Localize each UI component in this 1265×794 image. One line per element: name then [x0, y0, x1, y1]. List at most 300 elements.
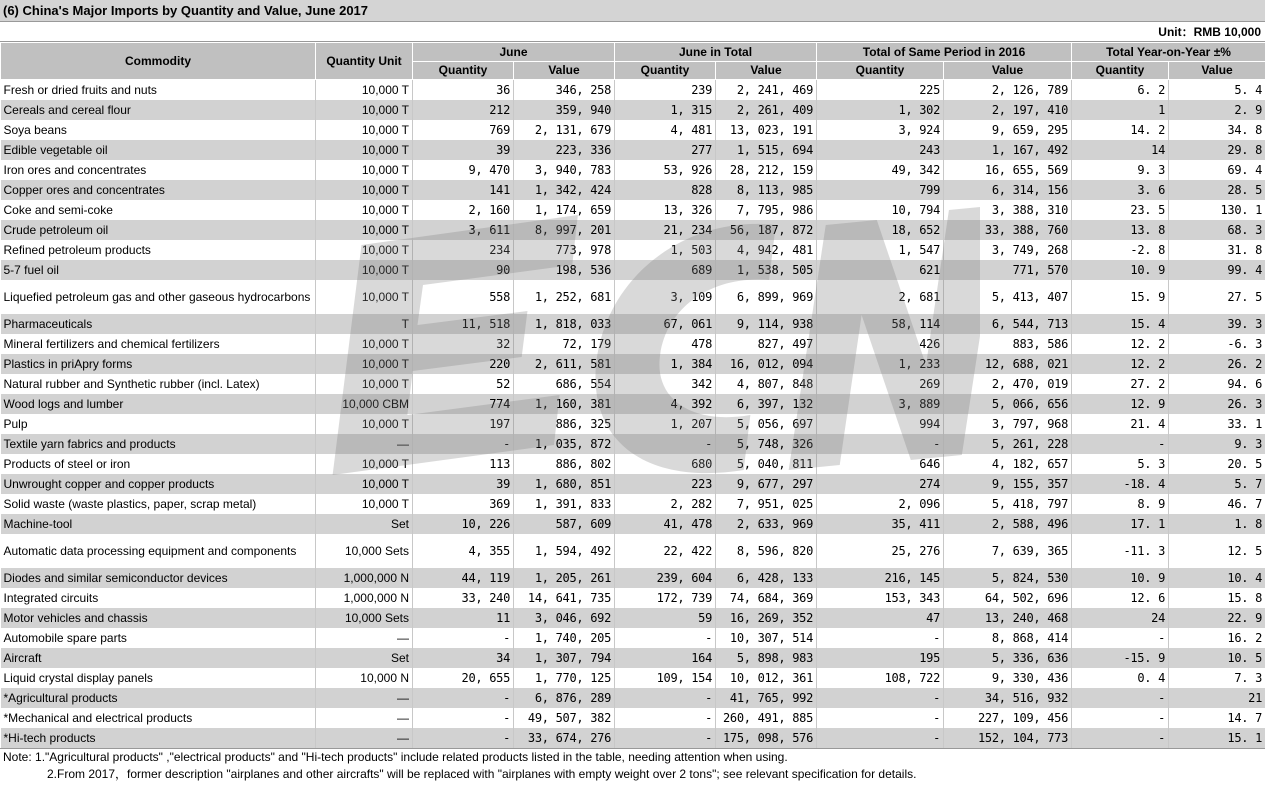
commodity-cell: Crude petroleum oil: [1, 220, 316, 240]
commodity-cell: Cereals and cereal flour: [1, 100, 316, 120]
same-period-2016-value-cell: 8, 868, 414: [944, 628, 1072, 648]
june-value-cell: 14, 641, 735: [514, 588, 615, 608]
same-period-2016-value-cell: 4, 182, 657: [944, 454, 1072, 474]
june-total-quantity-cell: 13, 326: [615, 200, 716, 220]
same-period-2016-value-cell: 771, 570: [944, 260, 1072, 280]
yoy-value-cell: -6. 3: [1169, 334, 1265, 354]
june-value-cell: 8, 997, 201: [514, 220, 615, 240]
june-total-quantity-cell: 3, 109: [615, 280, 716, 314]
june-value-cell: 1, 205, 261: [514, 568, 615, 588]
table-row: [1, 708, 1265, 728]
quantity-unit-cell: 10,000 T: [316, 180, 413, 200]
june-value-cell: 1, 391, 833: [514, 494, 615, 514]
table-row: [1, 588, 1265, 608]
june-value-cell: 1, 818, 033: [514, 314, 615, 334]
table-row: [1, 608, 1265, 628]
yoy-quantity-cell: -: [1072, 628, 1169, 648]
commodity-cell: Refined petroleum products: [1, 240, 316, 260]
same-period-2016-quantity-cell: 225: [817, 80, 944, 101]
june-total-value-cell: 827, 497: [716, 334, 817, 354]
june-total-value-cell: 1, 538, 505: [716, 260, 817, 280]
table-row: [1, 374, 1265, 394]
same-period-2016-value-cell: 5, 336, 636: [944, 648, 1072, 668]
june-total-quantity-cell: 239: [615, 80, 716, 101]
june-total-quantity-cell: 67, 061: [615, 314, 716, 334]
june-total-value-cell: 9, 677, 297: [716, 474, 817, 494]
june-quantity-cell: -: [413, 628, 514, 648]
yoy-quantity-cell: 10. 9: [1072, 568, 1169, 588]
commodity-cell: Solid waste (waste plastics, paper, scrap metal): [1, 494, 316, 514]
june-quantity-cell: -: [413, 434, 514, 454]
table-row: [1, 260, 1265, 280]
yoy-quantity-cell: -2. 8: [1072, 240, 1169, 260]
imports-table: [0, 42, 1265, 748]
same-period-2016-quantity-cell: -: [817, 728, 944, 748]
june-value-cell: 587, 609: [514, 514, 615, 534]
table-row: [1, 728, 1265, 748]
june-value-cell: 1, 307, 794: [514, 648, 615, 668]
commodity-cell: Integrated circuits: [1, 588, 316, 608]
yoy-quantity-cell: 15. 9: [1072, 280, 1169, 314]
header-sub: Value: [944, 62, 1072, 80]
yoy-value-cell: 34. 8: [1169, 120, 1265, 140]
quantity-unit-cell: 10,000 T: [316, 120, 413, 140]
june-quantity-cell: 141: [413, 180, 514, 200]
yoy-value-cell: 1. 8: [1169, 514, 1265, 534]
same-period-2016-quantity-cell: 25, 276: [817, 534, 944, 568]
quantity-unit-cell: —: [316, 708, 413, 728]
yoy-quantity-cell: 10. 9: [1072, 260, 1169, 280]
commodity-cell: 5-7 fuel oil: [1, 260, 316, 280]
header-sub: Quantity: [817, 62, 944, 80]
commodity-cell: Plastics in priApry forms: [1, 354, 316, 374]
same-period-2016-quantity-cell: 49, 342: [817, 160, 944, 180]
yoy-quantity-cell: 15. 4: [1072, 314, 1169, 334]
quantity-unit-cell: 10,000 CBM: [316, 394, 413, 414]
same-period-2016-quantity-cell: 1, 233: [817, 354, 944, 374]
commodity-cell: Diodes and similar semiconductor devices: [1, 568, 316, 588]
header-group-june-total: June in Total: [615, 43, 817, 62]
june-value-cell: 346, 258: [514, 80, 615, 101]
june-total-quantity-cell: -: [615, 688, 716, 708]
yoy-quantity-cell: 0. 4: [1072, 668, 1169, 688]
same-period-2016-value-cell: 6, 314, 156: [944, 180, 1072, 200]
same-period-2016-value-cell: 64, 502, 696: [944, 588, 1072, 608]
yoy-quantity-cell: -18. 4: [1072, 474, 1169, 494]
june-quantity-cell: -: [413, 728, 514, 748]
same-period-2016-value-cell: 16, 655, 569: [944, 160, 1072, 180]
june-quantity-cell: 774: [413, 394, 514, 414]
table-row: [1, 434, 1265, 454]
yoy-value-cell: 28. 5: [1169, 180, 1265, 200]
same-period-2016-quantity-cell: 3, 924: [817, 120, 944, 140]
june-value-cell: 33, 674, 276: [514, 728, 615, 748]
same-period-2016-value-cell: 2, 470, 019: [944, 374, 1072, 394]
header-sub: Value: [514, 62, 615, 80]
same-period-2016-quantity-cell: 108, 722: [817, 668, 944, 688]
june-value-cell: 1, 770, 125: [514, 668, 615, 688]
quantity-unit-cell: 10,000 T: [316, 474, 413, 494]
june-quantity-cell: 11, 518: [413, 314, 514, 334]
same-period-2016-quantity-cell: -: [817, 708, 944, 728]
june-total-quantity-cell: 277: [615, 140, 716, 160]
yoy-value-cell: 26. 2: [1169, 354, 1265, 374]
yoy-value-cell: 2. 9: [1169, 100, 1265, 120]
june-total-value-cell: 8, 596, 820: [716, 534, 817, 568]
june-total-value-cell: 4, 807, 848: [716, 374, 817, 394]
quantity-unit-cell: 10,000 T: [316, 334, 413, 354]
june-quantity-cell: 39: [413, 474, 514, 494]
commodity-cell: Aircraft: [1, 648, 316, 668]
table-row: [1, 514, 1265, 534]
commodity-cell: *Mechanical and electrical products: [1, 708, 316, 728]
june-total-value-cell: 10, 307, 514: [716, 628, 817, 648]
same-period-2016-quantity-cell: 10, 794: [817, 200, 944, 220]
table-row: [1, 314, 1265, 334]
yoy-quantity-cell: -15. 9: [1072, 648, 1169, 668]
yoy-quantity-cell: 12. 2: [1072, 354, 1169, 374]
quantity-unit-cell: 10,000 N: [316, 668, 413, 688]
same-period-2016-quantity-cell: 426: [817, 334, 944, 354]
same-period-2016-quantity-cell: 1, 547: [817, 240, 944, 260]
commodity-cell: *Hi-tech products: [1, 728, 316, 748]
yoy-quantity-cell: 6. 2: [1072, 80, 1169, 101]
quantity-unit-cell: 10,000 T: [316, 354, 413, 374]
same-period-2016-quantity-cell: 994: [817, 414, 944, 434]
june-value-cell: 49, 507, 382: [514, 708, 615, 728]
yoy-quantity-cell: 17. 1: [1072, 514, 1169, 534]
yoy-quantity-cell: -: [1072, 688, 1169, 708]
yoy-quantity-cell: -11. 3: [1072, 534, 1169, 568]
june-total-quantity-cell: 164: [615, 648, 716, 668]
june-value-cell: 2, 611, 581: [514, 354, 615, 374]
same-period-2016-value-cell: 5, 413, 407: [944, 280, 1072, 314]
table-row: [1, 334, 1265, 354]
yoy-value-cell: 10. 4: [1169, 568, 1265, 588]
june-quantity-cell: 2, 160: [413, 200, 514, 220]
yoy-value-cell: 29. 8: [1169, 140, 1265, 160]
same-period-2016-value-cell: 3, 749, 268: [944, 240, 1072, 260]
june-total-value-cell: 6, 899, 969: [716, 280, 817, 314]
quantity-unit-cell: 10,000 T: [316, 80, 413, 101]
same-period-2016-value-cell: 3, 797, 968: [944, 414, 1072, 434]
june-total-quantity-cell: -: [615, 708, 716, 728]
quantity-unit-cell: Set: [316, 514, 413, 534]
table-body: [1, 80, 1265, 749]
same-period-2016-quantity-cell: 3, 889: [817, 394, 944, 414]
yoy-value-cell: 14. 7: [1169, 708, 1265, 728]
june-total-quantity-cell: 172, 739: [615, 588, 716, 608]
june-total-value-cell: 9, 114, 938: [716, 314, 817, 334]
same-period-2016-value-cell: 3, 388, 310: [944, 200, 1072, 220]
same-period-2016-quantity-cell: 195: [817, 648, 944, 668]
june-quantity-cell: 234: [413, 240, 514, 260]
table-row: [1, 688, 1265, 708]
commodity-cell: Automatic data processing equipment and components: [1, 534, 316, 568]
table-row: [1, 414, 1265, 434]
yoy-value-cell: 21: [1169, 688, 1265, 708]
commodity-cell: Iron ores and concentrates: [1, 160, 316, 180]
june-quantity-cell: 52: [413, 374, 514, 394]
june-total-value-cell: 6, 428, 133: [716, 568, 817, 588]
yoy-quantity-cell: 14: [1072, 140, 1169, 160]
june-total-value-cell: 5, 056, 697: [716, 414, 817, 434]
june-quantity-cell: 33, 240: [413, 588, 514, 608]
june-value-cell: 886, 802: [514, 454, 615, 474]
yoy-quantity-cell: 12. 6: [1072, 588, 1169, 608]
quantity-unit-cell: —: [316, 434, 413, 454]
yoy-value-cell: 22. 9: [1169, 608, 1265, 628]
same-period-2016-value-cell: 2, 197, 410: [944, 100, 1072, 120]
yoy-value-cell: 12. 5: [1169, 534, 1265, 568]
commodity-cell: Unwrought copper and copper products: [1, 474, 316, 494]
same-period-2016-value-cell: 7, 639, 365: [944, 534, 1072, 568]
june-quantity-cell: 11: [413, 608, 514, 628]
june-quantity-cell: 34: [413, 648, 514, 668]
june-quantity-cell: 769: [413, 120, 514, 140]
same-period-2016-quantity-cell: 18, 652: [817, 220, 944, 240]
june-total-quantity-cell: 4, 392: [615, 394, 716, 414]
june-total-quantity-cell: 689: [615, 260, 716, 280]
quantity-unit-cell: 10,000 T: [316, 374, 413, 394]
june-quantity-cell: 20, 655: [413, 668, 514, 688]
same-period-2016-quantity-cell: 799: [817, 180, 944, 200]
june-total-quantity-cell: 1, 315: [615, 100, 716, 120]
june-total-value-cell: 28, 212, 159: [716, 160, 817, 180]
same-period-2016-value-cell: 1, 167, 492: [944, 140, 1072, 160]
june-quantity-cell: -: [413, 688, 514, 708]
june-total-value-cell: 1, 515, 694: [716, 140, 817, 160]
june-quantity-cell: 4, 355: [413, 534, 514, 568]
june-total-value-cell: 6, 397, 132: [716, 394, 817, 414]
quantity-unit-cell: 10,000 T: [316, 414, 413, 434]
commodity-cell: Machine-tool: [1, 514, 316, 534]
quantity-unit-cell: 10,000 T: [316, 200, 413, 220]
yoy-quantity-cell: 12. 2: [1072, 334, 1169, 354]
commodity-cell: *Agricultural products: [1, 688, 316, 708]
same-period-2016-quantity-cell: 646: [817, 454, 944, 474]
yoy-value-cell: 46. 7: [1169, 494, 1265, 514]
same-period-2016-value-cell: 12, 688, 021: [944, 354, 1072, 374]
header-commodity: Commodity: [1, 43, 316, 80]
june-quantity-cell: 113: [413, 454, 514, 474]
yoy-value-cell: 68. 3: [1169, 220, 1265, 240]
same-period-2016-quantity-cell: 216, 145: [817, 568, 944, 588]
june-total-value-cell: 260, 491, 885: [716, 708, 817, 728]
june-quantity-cell: 44, 119: [413, 568, 514, 588]
june-total-quantity-cell: 1, 503: [615, 240, 716, 260]
june-quantity-cell: -: [413, 708, 514, 728]
yoy-value-cell: 9. 3: [1169, 434, 1265, 454]
same-period-2016-value-cell: 6, 544, 713: [944, 314, 1072, 334]
yoy-value-cell: 130. 1: [1169, 200, 1265, 220]
june-total-quantity-cell: 4, 481: [615, 120, 716, 140]
june-value-cell: 72, 179: [514, 334, 615, 354]
june-total-value-cell: 4, 942, 481: [716, 240, 817, 260]
header-group-2016: Total of Same Period in 2016: [817, 43, 1072, 62]
table-row: [1, 120, 1265, 140]
header-sub: Value: [716, 62, 817, 80]
quantity-unit-cell: 10,000 T: [316, 260, 413, 280]
commodity-cell: Copper ores and concentrates: [1, 180, 316, 200]
header-group-yoy: Total Year-on-Year ±%: [1072, 43, 1265, 62]
yoy-quantity-cell: 27. 2: [1072, 374, 1169, 394]
june-total-quantity-cell: 1, 384: [615, 354, 716, 374]
commodity-cell: Coke and semi-coke: [1, 200, 316, 220]
same-period-2016-quantity-cell: 35, 411: [817, 514, 944, 534]
table-row: [1, 534, 1265, 568]
quantity-unit-cell: T: [316, 314, 413, 334]
same-period-2016-quantity-cell: 274: [817, 474, 944, 494]
page-title: (6) China's Major Imports by Quantity and Value, June 2017: [0, 0, 1265, 22]
june-quantity-cell: 9, 470: [413, 160, 514, 180]
yoy-quantity-cell: 1: [1072, 100, 1169, 120]
note-1: Note: 1."Agricultural products" ,"electrical products" and "Hi-tech products" include related products listed in the table, needing attention when using.: [3, 750, 788, 764]
june-total-quantity-cell: 22, 422: [615, 534, 716, 568]
yoy-quantity-cell: 21. 4: [1072, 414, 1169, 434]
june-total-quantity-cell: -: [615, 728, 716, 748]
commodity-cell: Motor vehicles and chassis: [1, 608, 316, 628]
june-value-cell: 1, 160, 381: [514, 394, 615, 414]
same-period-2016-quantity-cell: 47: [817, 608, 944, 628]
june-total-value-cell: 16, 012, 094: [716, 354, 817, 374]
header-sub: Value: [1169, 62, 1265, 80]
quantity-unit-cell: 10,000 T: [316, 160, 413, 180]
quantity-unit-cell: 10,000 T: [316, 280, 413, 314]
yoy-value-cell: 15. 8: [1169, 588, 1265, 608]
quantity-unit-cell: 1,000,000 N: [316, 588, 413, 608]
yoy-value-cell: 5. 7: [1169, 474, 1265, 494]
june-total-quantity-cell: 223: [615, 474, 716, 494]
yoy-quantity-cell: 8. 9: [1072, 494, 1169, 514]
commodity-cell: Automobile spare parts: [1, 628, 316, 648]
june-quantity-cell: 220: [413, 354, 514, 374]
same-period-2016-quantity-cell: -: [817, 434, 944, 454]
commodity-cell: Pharmaceuticals: [1, 314, 316, 334]
june-value-cell: 1, 594, 492: [514, 534, 615, 568]
same-period-2016-value-cell: 5, 261, 228: [944, 434, 1072, 454]
same-period-2016-value-cell: 9, 659, 295: [944, 120, 1072, 140]
same-period-2016-value-cell: 2, 126, 789: [944, 80, 1072, 101]
yoy-value-cell: 20. 5: [1169, 454, 1265, 474]
yoy-value-cell: 94. 6: [1169, 374, 1265, 394]
same-period-2016-quantity-cell: -: [817, 628, 944, 648]
quantity-unit-cell: 10,000 T: [316, 454, 413, 474]
june-total-quantity-cell: 53, 926: [615, 160, 716, 180]
unit-note: Unit：RMB 10,000: [0, 22, 1265, 42]
june-value-cell: 886, 325: [514, 414, 615, 434]
june-total-value-cell: 74, 684, 369: [716, 588, 817, 608]
yoy-value-cell: 16. 2: [1169, 628, 1265, 648]
june-value-cell: 1, 174, 659: [514, 200, 615, 220]
same-period-2016-quantity-cell: 269: [817, 374, 944, 394]
june-value-cell: 1, 680, 851: [514, 474, 615, 494]
yoy-quantity-cell: -: [1072, 434, 1169, 454]
june-quantity-cell: 197: [413, 414, 514, 434]
yoy-value-cell: 33. 1: [1169, 414, 1265, 434]
table-row: [1, 494, 1265, 514]
june-total-value-cell: 5, 748, 326: [716, 434, 817, 454]
same-period-2016-quantity-cell: 621: [817, 260, 944, 280]
same-period-2016-value-cell: 33, 388, 760: [944, 220, 1072, 240]
table-row: [1, 394, 1265, 414]
same-period-2016-value-cell: 152, 104, 773: [944, 728, 1072, 748]
quantity-unit-cell: 10,000 T: [316, 220, 413, 240]
june-quantity-cell: 369: [413, 494, 514, 514]
table-row: [1, 648, 1265, 668]
yoy-value-cell: 15. 1: [1169, 728, 1265, 748]
june-value-cell: 198, 536: [514, 260, 615, 280]
june-total-value-cell: 8, 113, 985: [716, 180, 817, 200]
june-total-value-cell: 2, 261, 409: [716, 100, 817, 120]
table-row: [1, 200, 1265, 220]
june-quantity-cell: 3, 611: [413, 220, 514, 240]
june-total-value-cell: 7, 951, 025: [716, 494, 817, 514]
june-value-cell: 2, 131, 679: [514, 120, 615, 140]
yoy-quantity-cell: 3. 6: [1072, 180, 1169, 200]
yoy-value-cell: 7. 3: [1169, 668, 1265, 688]
quantity-unit-cell: —: [316, 728, 413, 748]
june-quantity-cell: 90: [413, 260, 514, 280]
quantity-unit-cell: 10,000 T: [316, 494, 413, 514]
table-row: [1, 568, 1265, 588]
same-period-2016-value-cell: 5, 824, 530: [944, 568, 1072, 588]
june-total-value-cell: 5, 898, 983: [716, 648, 817, 668]
same-period-2016-quantity-cell: 58, 114: [817, 314, 944, 334]
yoy-value-cell: 5. 4: [1169, 80, 1265, 101]
june-total-quantity-cell: 342: [615, 374, 716, 394]
same-period-2016-quantity-cell: 153, 343: [817, 588, 944, 608]
same-period-2016-quantity-cell: 243: [817, 140, 944, 160]
june-total-value-cell: 16, 269, 352: [716, 608, 817, 628]
header-sub: Quantity: [413, 62, 514, 80]
june-total-value-cell: 10, 012, 361: [716, 668, 817, 688]
june-total-quantity-cell: 239, 604: [615, 568, 716, 588]
same-period-2016-value-cell: 883, 586: [944, 334, 1072, 354]
table-row: [1, 240, 1265, 260]
same-period-2016-value-cell: 2, 588, 496: [944, 514, 1072, 534]
june-total-quantity-cell: 41, 478: [615, 514, 716, 534]
table-row: [1, 668, 1265, 688]
same-period-2016-quantity-cell: 2, 096: [817, 494, 944, 514]
table-row: [1, 140, 1265, 160]
quantity-unit-cell: 1,000,000 N: [316, 568, 413, 588]
table-row: [1, 280, 1265, 314]
quantity-unit-cell: —: [316, 688, 413, 708]
june-total-quantity-cell: 828: [615, 180, 716, 200]
table-row: [1, 180, 1265, 200]
june-total-quantity-cell: 21, 234: [615, 220, 716, 240]
same-period-2016-quantity-cell: -: [817, 688, 944, 708]
commodity-cell: Fresh or dried fruits and nuts: [1, 80, 316, 101]
commodity-cell: Liquefied petroleum gas and other gaseous hydrocarbons: [1, 280, 316, 314]
june-total-quantity-cell: 2, 282: [615, 494, 716, 514]
june-value-cell: 686, 554: [514, 374, 615, 394]
yoy-value-cell: 31. 8: [1169, 240, 1265, 260]
june-total-value-cell: 13, 023, 191: [716, 120, 817, 140]
june-quantity-cell: 32: [413, 334, 514, 354]
table-row: [1, 220, 1265, 240]
header-group-june: June: [413, 43, 615, 62]
same-period-2016-value-cell: 5, 418, 797: [944, 494, 1072, 514]
table-row: [1, 354, 1265, 374]
table-row: [1, 474, 1265, 494]
june-total-value-cell: 7, 795, 986: [716, 200, 817, 220]
commodity-cell: Wood logs and lumber: [1, 394, 316, 414]
yoy-quantity-cell: 5. 3: [1072, 454, 1169, 474]
yoy-quantity-cell: 13. 8: [1072, 220, 1169, 240]
june-value-cell: 773, 978: [514, 240, 615, 260]
